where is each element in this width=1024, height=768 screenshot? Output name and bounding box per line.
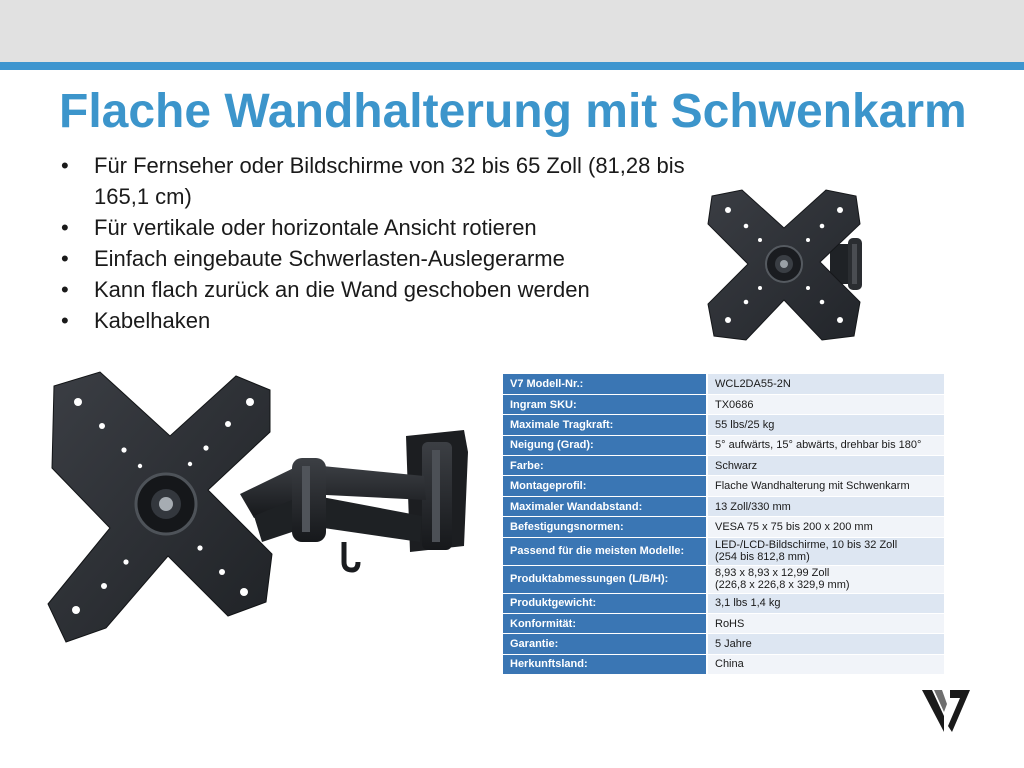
spec-label: Farbe: xyxy=(503,456,707,476)
table-row xyxy=(503,374,944,394)
feature-text: Für vertikale oder horizontale Ansicht rotieren xyxy=(94,215,537,240)
feature-item xyxy=(58,305,698,336)
bullet-icon: • xyxy=(61,277,69,302)
table-row xyxy=(503,517,944,537)
top-accent-rule xyxy=(0,62,1024,70)
spec-label: Befestigungsnormen: xyxy=(503,517,707,537)
spec-label: Montageprofil: xyxy=(503,476,707,496)
feature-text: Für Fernseher oder Bildschirme von 32 bis 65 Zoll (81,28 bis 165,1 cm) xyxy=(94,153,685,209)
bullet-icon: • xyxy=(61,308,69,333)
spec-value: Flache Wandhalterung mit Schwenkarm xyxy=(707,476,944,496)
wall-mount-arm-photo xyxy=(40,366,480,666)
spec-value-line: (226,8 x 226,8 x 329,9 mm) xyxy=(715,579,850,592)
spec-value-line: 8,93 x 8,93 x 12,99 Zoll xyxy=(715,567,830,580)
feature-item xyxy=(58,274,698,305)
spec-value: 55 lbs/25 kg xyxy=(707,415,944,435)
spec-label: Maximaler Wandabstand: xyxy=(503,496,707,516)
spec-value: 3,1 lbs 1,4 kg xyxy=(707,593,944,613)
table-row xyxy=(503,415,944,435)
table-row xyxy=(503,634,944,654)
spec-label: Produktabmessungen (L/B/H): xyxy=(503,565,707,593)
spec-value: 5° aufwärts, 15° abwärts, drehbar bis 180° xyxy=(707,435,944,455)
spec-label: Konformität: xyxy=(503,614,707,634)
feature-item xyxy=(58,243,698,274)
feature-item xyxy=(58,212,698,243)
spec-value: TX0686 xyxy=(707,394,944,414)
spec-value: RoHS xyxy=(707,614,944,634)
spec-value: China xyxy=(707,654,944,674)
table-row xyxy=(503,593,944,613)
table-row xyxy=(503,456,944,476)
table-row xyxy=(503,476,944,496)
spec-value: VESA 75 x 75 bis 200 x 200 mm xyxy=(707,517,944,537)
spec-table xyxy=(503,374,944,675)
v7-logo xyxy=(920,686,972,736)
feature-item xyxy=(58,150,698,212)
spec-label: Neigung (Grad): xyxy=(503,435,707,455)
table-row xyxy=(503,537,944,565)
bullet-icon: • xyxy=(61,215,69,240)
spec-value xyxy=(707,537,944,565)
spec-label: Ingram SKU: xyxy=(503,394,707,414)
spec-label: Passend für die meisten Modelle: xyxy=(503,537,707,565)
table-row xyxy=(503,394,944,414)
spec-label: Maximale Tragkraft: xyxy=(503,415,707,435)
spec-value: WCL2DA55-2N xyxy=(707,374,944,394)
table-row xyxy=(503,614,944,634)
spec-value: Schwarz xyxy=(707,456,944,476)
spec-label: Garantie: xyxy=(503,634,707,654)
spec-label: Herkunftsland: xyxy=(503,654,707,674)
spec-value-line: (254 bis 812,8 mm) xyxy=(715,551,810,564)
feature-list xyxy=(58,150,698,336)
table-row xyxy=(503,654,944,674)
table-row xyxy=(503,565,944,593)
top-band xyxy=(0,0,1024,62)
table-row xyxy=(503,435,944,455)
bullet-icon: • xyxy=(61,153,69,178)
spec-label: V7 Modell-Nr.: xyxy=(503,374,707,394)
feature-text: Kabelhaken xyxy=(94,308,211,333)
feature-text: Kann flach zurück an die Wand geschoben werden xyxy=(94,277,590,302)
spec-value: 13 Zoll/330 mm xyxy=(707,496,944,516)
spec-value-line: LED-/LCD-Bildschirme, 10 bis 32 Zoll xyxy=(715,539,898,552)
spec-value: 5 Jahre xyxy=(707,634,944,654)
spec-label: Produktgewicht: xyxy=(503,593,707,613)
feature-text: Einfach eingebaute Schwerlasten-Auslegerarme xyxy=(94,246,565,271)
table-row xyxy=(503,496,944,516)
wall-mount-front-photo xyxy=(702,186,874,346)
spec-value xyxy=(707,565,944,593)
bullet-icon: • xyxy=(61,246,69,271)
slide-title: Flache Wandhalterung mit Schwenkarm xyxy=(59,85,967,138)
